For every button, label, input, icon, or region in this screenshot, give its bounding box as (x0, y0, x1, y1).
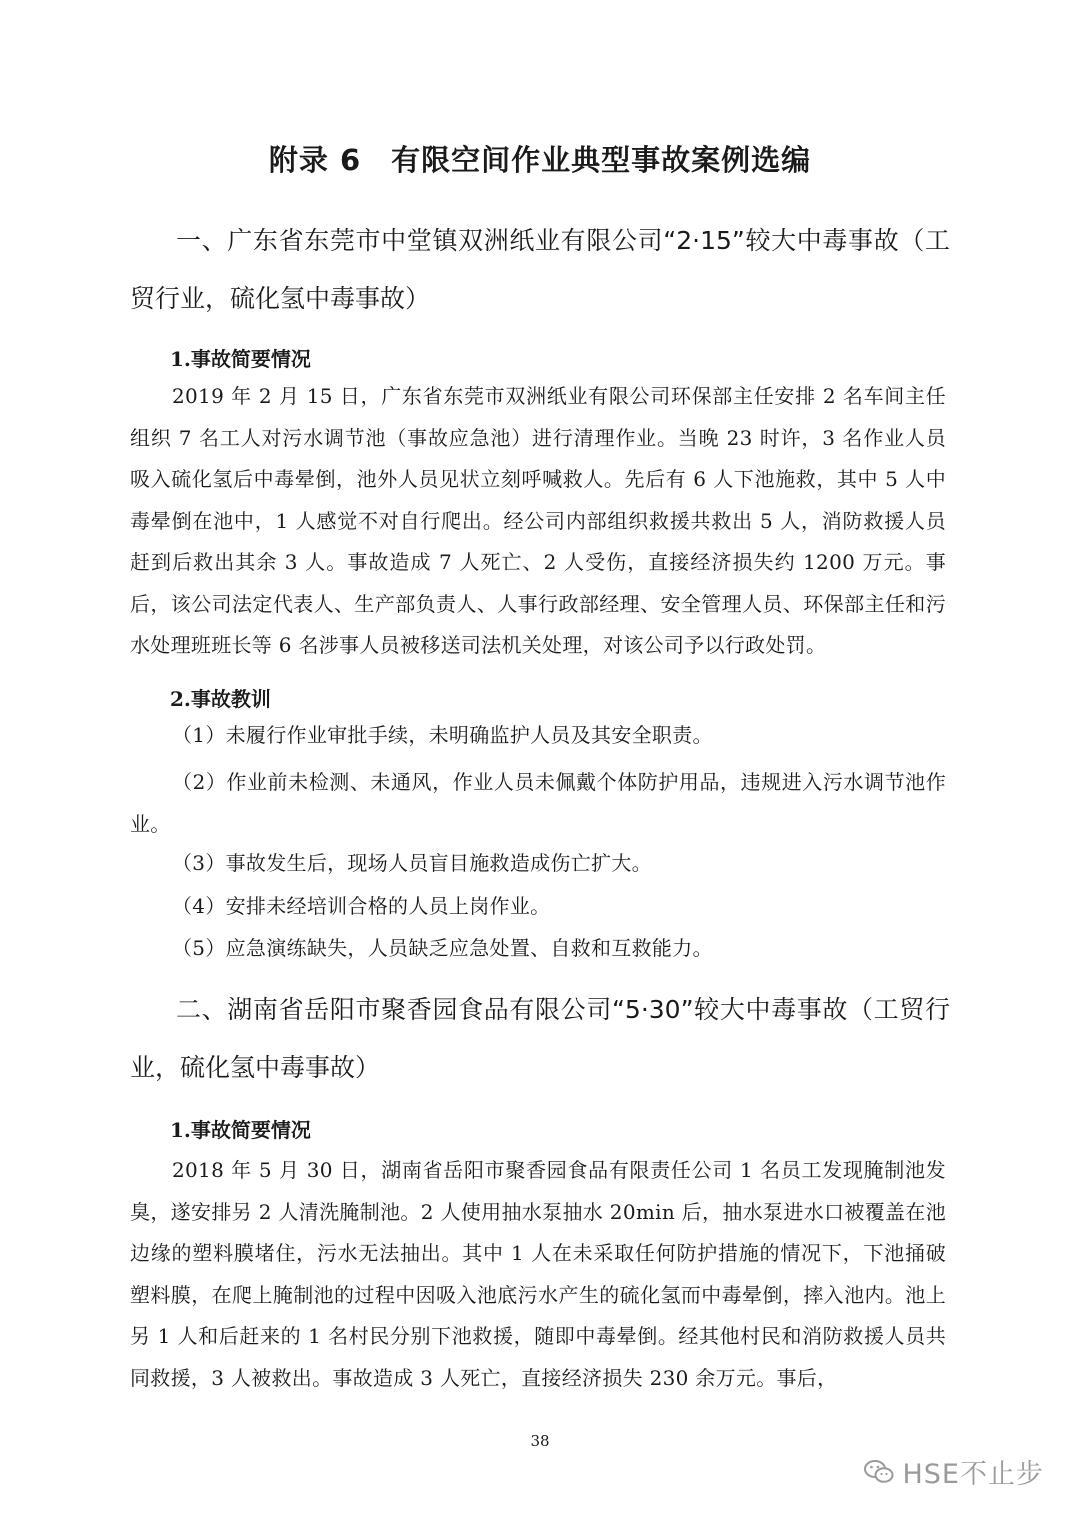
document-title: 附录 6 有限空间作业典型事故案例选编 (268, 143, 812, 177)
case1-lesson-item: （3）事故发生后，现场人员盲目施救造成伤亡扩大。 (172, 851, 652, 875)
watermark (864, 1452, 1044, 1491)
wechat-icon (864, 1459, 894, 1485)
case1-summary-text: 2019 年 2 月 15 日，广东省东莞市双洲纸业有限公司环保部主任安排 2 名车间主任组织 7 名工人对污水调节池（事故应急池）进行清理作业。当晚 23 时许，3 名作业人员吸入硫化氢后中毒晕倒，池外人员见状立刻呼喊救人。先后有 6 人下池施救，其中 5 人中毒晕倒在池中，1 人感觉不对自行爬出。经公司内部组织救援共救出 5 人，消防救援人员赶到后救出其余 3 人。事故造成 7 人死亡、2 人受伤，直接经济损失约 1200 万元。事后，该公司法定代表人、生产部负责人、人事行政部经理、安全管理人员、环保部主任和污水处理班班长等 6 名涉事人员被移送司法机关处理，对该公司予以行政处罚。 (130, 384, 946, 657)
case2-summary-text: 2018 年 5 月 30 日，湖南省岳阳市聚香园食品有限责任公司 1 名员工发现腌制池发臭，遂安排另 2 人清洗腌制池。2 人使用抽水泵抽水 20min 后，抽水泵进水口被覆盖在池边缘的塑料膜堵住，污水无法抽出。其中 1 人在未采取任何防护措施的情况下，下池捅破塑料膜，在爬上腌制池的过程中因吸入池底污水产生的硫化氢而中毒晕倒，摔入池内。池上另 1 人和后赶来的 1 名村民分别下池救援，随即中毒晕倒。经其他村民和消防救援人员共同救援，3 人被救出。事故造成 3 人死亡，直接经济损失 230 余万元。事后， (130, 1158, 946, 1390)
case1-lesson-item: （5）应急演练缺失，人员缺乏应急处置、自救和互救能力。 (172, 936, 713, 960)
case1-lesson-item: （4）安排未经培训合格的人员上岗作业。 (172, 894, 551, 918)
case1-summary-heading: 1.事故简要情况 (170, 347, 311, 371)
case1-lesson-item: （1）未履行作业审批手续，未明确监护人员及其安全职责。 (172, 723, 713, 747)
case1-lesson-item: （2）作业前未检测、未通风，作业人员未佩戴个体防护用品，违规进入污水调节池作业。 (130, 770, 946, 836)
case1-heading: 一、广东省东莞市中堂镇双洲纸业有限公司“2·15”较大中毒事故（工贸行业，硫化氢中毒事故） (130, 226, 950, 313)
case2-heading: 二、湖南省岳阳市聚香园食品有限公司“5·30”较大中毒事故（工贸行业，硫化氢中毒事故） (130, 995, 950, 1082)
watermark-text: HSE不止步 (902, 1459, 1044, 1490)
case1-lessons-heading: 2.事故教训 (170, 687, 271, 711)
page-number: 38 (530, 1432, 550, 1450)
case2-summary-heading: 1.事故简要情况 (170, 1118, 311, 1142)
